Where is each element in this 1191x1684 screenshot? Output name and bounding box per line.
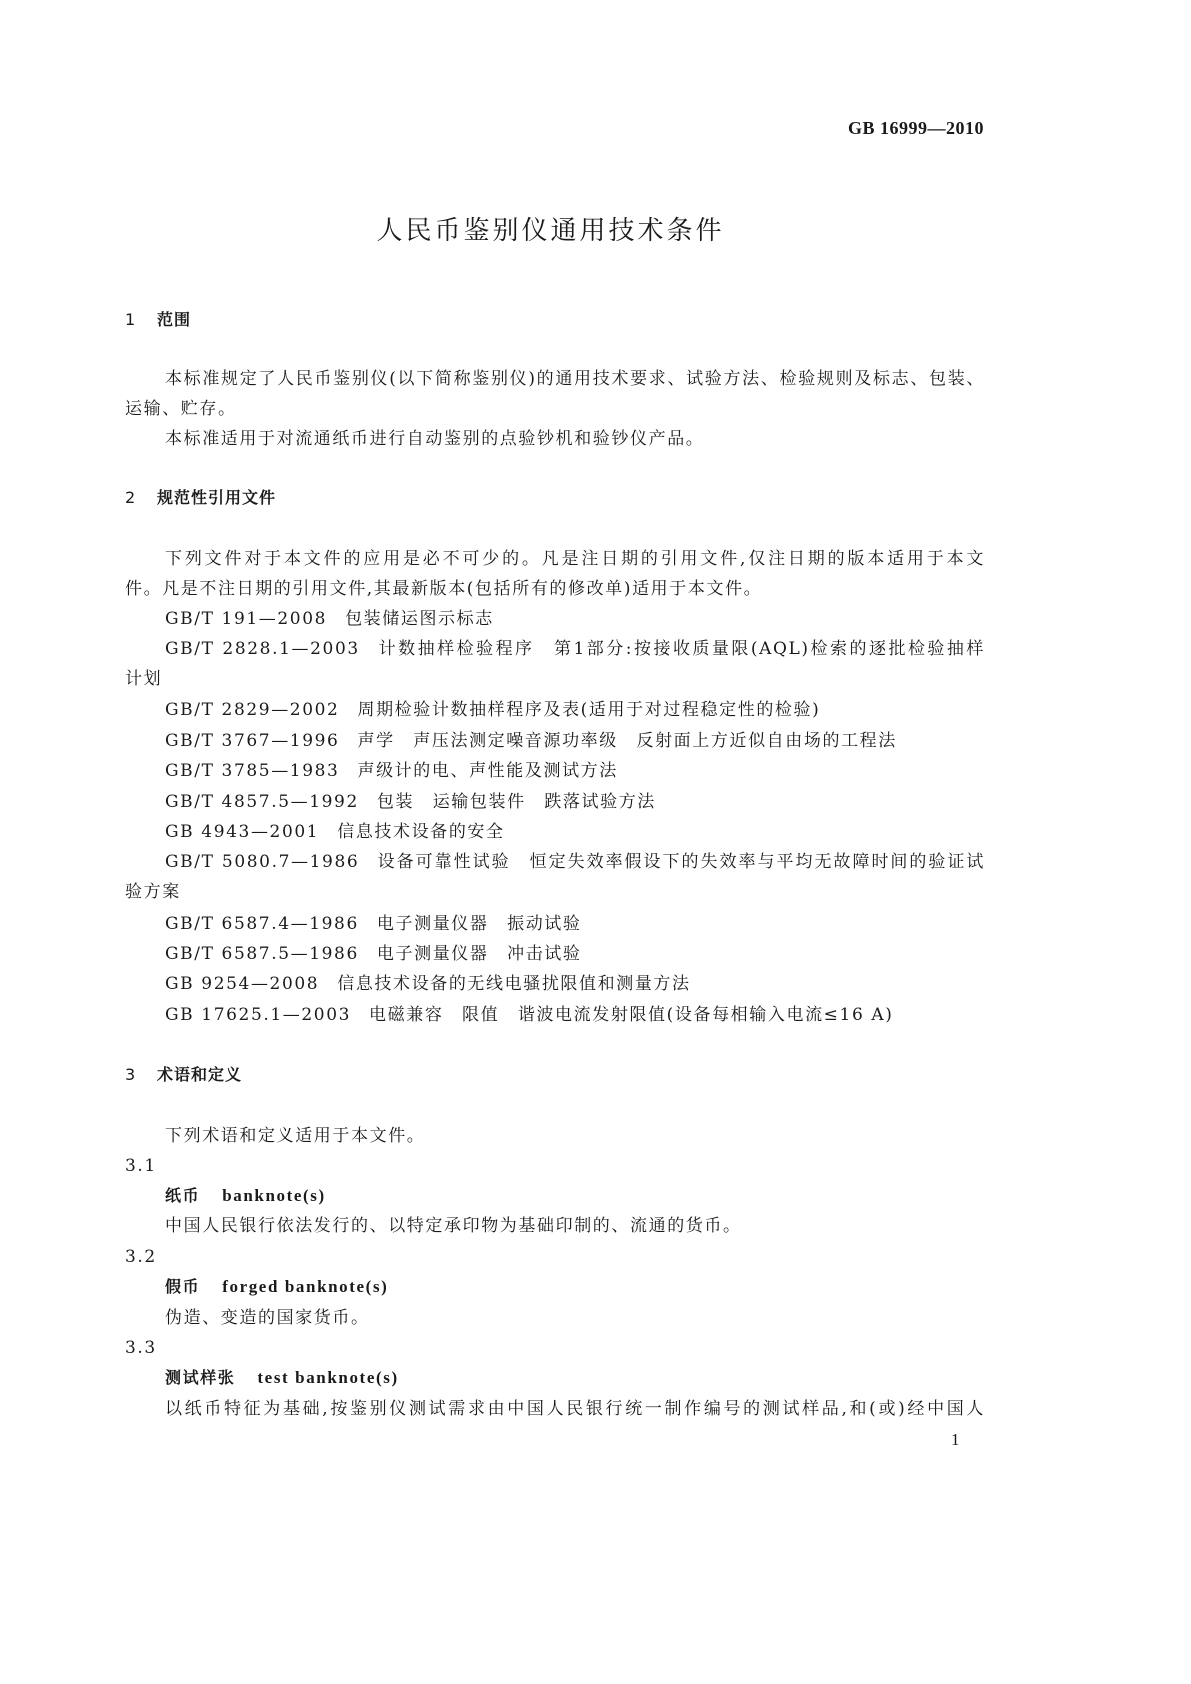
term-definition: 以纸币特征为基础,按鉴别仪测试需求由中国人民银行统一制作编号的测试样品,和(或)经中国人 bbox=[165, 1399, 985, 1419]
term-number: 3.2 bbox=[125, 1247, 157, 1267]
reference-item-continuation: 计划 bbox=[125, 669, 163, 689]
reference-item-continuation: 验方案 bbox=[125, 882, 181, 902]
section-3-heading: 3 术语和定义 bbox=[125, 1065, 243, 1084]
reference-item: GB/T 6587.5—1986 电子测量仪器 冲击试验 bbox=[165, 944, 582, 964]
term-number: 3.1 bbox=[125, 1156, 157, 1176]
term-heading: 纸币 banknote(s) bbox=[165, 1186, 326, 1205]
term-definition: 中国人民银行依法发行的、以特定承印物为基础印制的、流通的货币。 bbox=[165, 1216, 742, 1236]
reference-item: GB/T 2828.1—2003 计数抽样检验程序 第1部分:按接收质量限(AQL)检索的逐批检验抽样 bbox=[165, 639, 985, 659]
reference-item: GB 4943—2001 信息技术设备的安全 bbox=[165, 822, 505, 842]
paragraph-line: 本标准规定了人民币鉴别仪(以下简称鉴别仪)的通用技术要求、试验方法、检验规则及标志、包装、 bbox=[165, 369, 985, 389]
reference-item: GB/T 3785—1983 声级计的电、声性能及测试方法 bbox=[165, 761, 618, 781]
paragraph-line: 件。凡是不注日期的引用文件,其最新版本(包括所有的修改单)适用于本文件。 bbox=[125, 579, 763, 599]
reference-item: GB/T 4857.5—1992 包装 运输包装件 跌落试验方法 bbox=[165, 792, 656, 812]
page-title: 人民币鉴别仪通用技术条件 bbox=[376, 216, 725, 246]
reference-item: GB/T 191—2008 包装储运图示标志 bbox=[165, 609, 494, 629]
paragraph-line: 运输、贮存。 bbox=[125, 399, 237, 419]
standard-number: GB 16999—2010 bbox=[847, 118, 984, 138]
reference-item: GB 17625.1—2003 电磁兼容 限值 谐波电流发射限值(设备每相输入电流≤16 A) bbox=[165, 1005, 894, 1025]
section-2-heading: 2 规范性引用文件 bbox=[125, 488, 277, 507]
term-heading: 假币 forged banknote(s) bbox=[165, 1277, 389, 1296]
paragraph-line: 本标准适用于对流通纸币进行自动鉴别的点验钞机和验钞仪产品。 bbox=[165, 429, 705, 449]
term-definition: 伪造、变造的国家货币。 bbox=[165, 1308, 370, 1328]
reference-item: GB/T 6587.4—1986 电子测量仪器 振动试验 bbox=[165, 914, 582, 934]
paragraph-line: 下列术语和定义适用于本文件。 bbox=[165, 1126, 426, 1146]
term-number: 3.3 bbox=[125, 1338, 157, 1358]
paragraph-line: 下列文件对于本文件的应用是必不可少的。凡是注日期的引用文件,仅注日期的版本适用于本文 bbox=[165, 549, 985, 569]
section-1-heading: 1 范围 bbox=[125, 310, 192, 329]
reference-item: GB/T 2829—2002 周期检验计数抽样程序及表(适用于对过程稳定性的检验) bbox=[165, 700, 821, 720]
term-heading: 测试样张 test banknote(s) bbox=[165, 1368, 399, 1387]
page-number: 1 bbox=[951, 1430, 962, 1449]
reference-item: GB/T 3767—1996 声学 声压法测定噪音源功率级 反射面上方近似自由场的工程法 bbox=[165, 731, 897, 751]
reference-item: GB 9254—2008 信息技术设备的无线电骚扰限值和测量方法 bbox=[165, 974, 691, 994]
reference-item: GB/T 5080.7—1986 设备可靠性试验 恒定失效率假设下的失效率与平均无故障时间的验证试 bbox=[165, 852, 985, 872]
